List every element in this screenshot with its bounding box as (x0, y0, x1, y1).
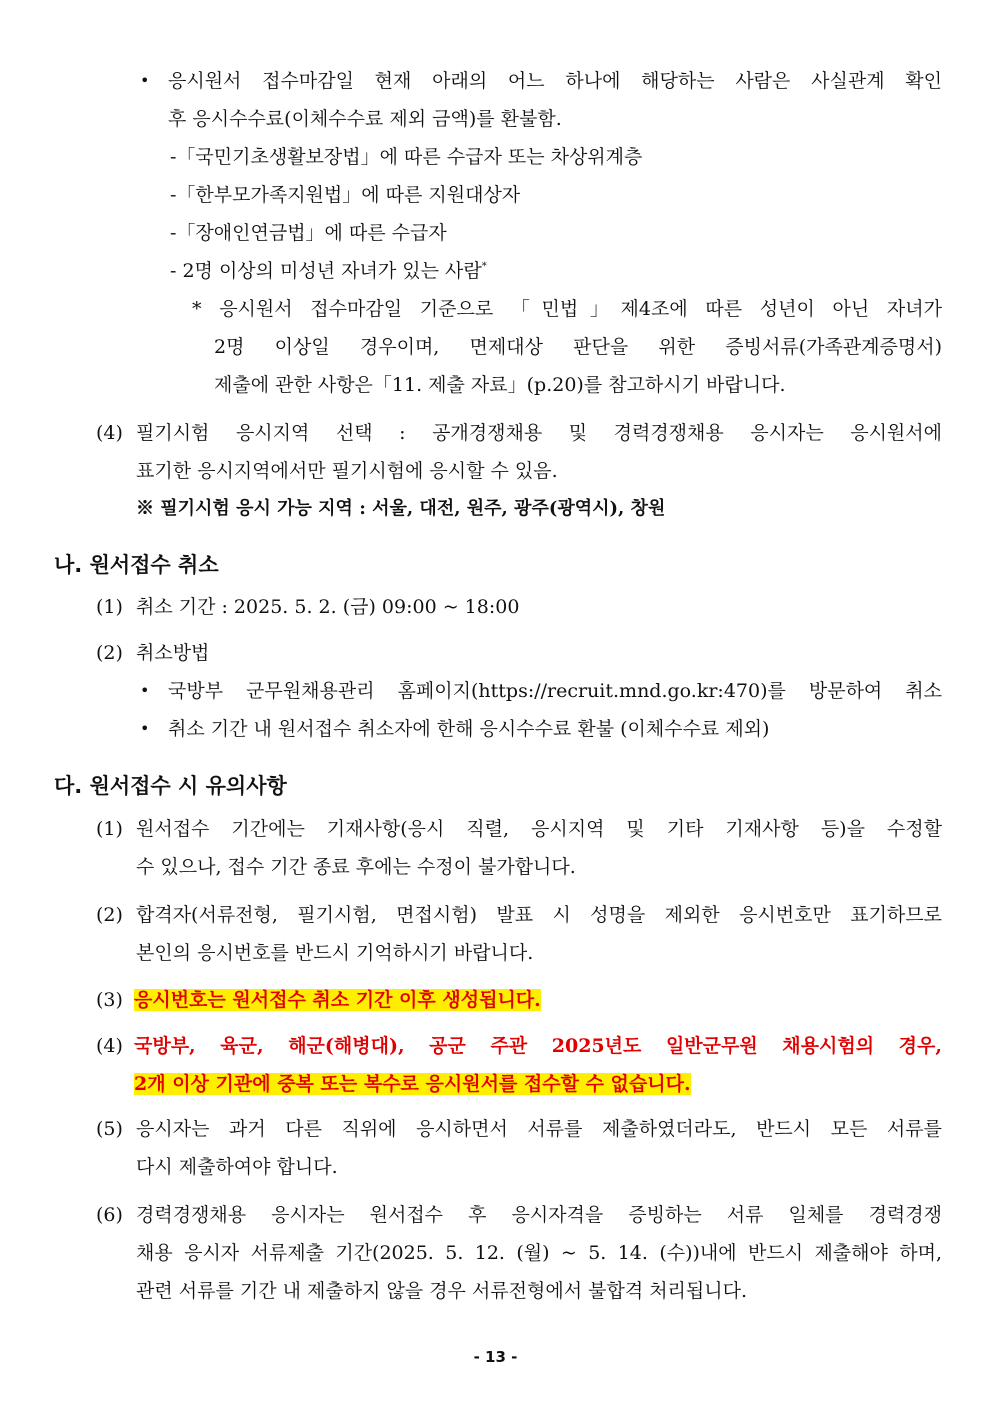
item-number: (2) (96, 904, 123, 926)
refund-sub-item-1: -「국민기초생활보장법」에 따른 수급자 또는 차상위계층 (170, 146, 643, 168)
note-2-line1: 합격자(서류전형, 필기시험, 면접시험) 발표 시 성명을 제외한 응시번호만 표기하므로 (136, 904, 942, 926)
section-heading-notes: 다. 원서접수 시 유의사항 (54, 774, 287, 798)
item-number: (5) (96, 1118, 123, 1140)
bullet-dot: • (140, 719, 150, 738)
note-5-line1: 응시자는 과거 다른 직위에 응시하면서 서류를 제출하였더라도, 반드시 모든 서류를 (136, 1118, 942, 1140)
footnote-line1: * 응시원서 접수마감일 기준으로 「민법」제4조에 따른 성년이 아닌 자녀가 (192, 298, 942, 320)
note-4-line2 (134, 1071, 691, 1097)
bullet-dot: • (140, 681, 150, 700)
item-number: (1) (96, 818, 123, 840)
cancel-period: 취소 기간 : 2025. 5. 2. (금) 09:00 ~ 18:00 (136, 596, 520, 618)
refund-bullet-line2: 후 응시수수료(이체수수료 제외 금액)를 환불함. (168, 108, 562, 130)
footnote-line3: 제출에 관한 사항은「11. 제출 자료」(p.20)를 참고하시기 바랍니다. (214, 374, 786, 396)
note-6-line2: 채용 응시자 서류제출 기간(2025. 5. 12. (월) ~ 5. 14. (수))내에 반드시 제출해야 하며, (136, 1242, 942, 1264)
note-3 (134, 987, 541, 1013)
footnote-mark: * (481, 261, 487, 272)
note-1-line2: 수 있으나, 접수 기간 종료 후에는 수정이 불가합니다. (136, 856, 576, 878)
refund-sub-item-4-text: - 2명 이상의 미성년 자녀가 있는 사람 (170, 260, 482, 282)
item-number: (4) (96, 422, 123, 444)
refund-sub-item-2: -「한부모가족지원법」에 따른 지원대상자 (170, 184, 521, 206)
item-number: (2) (96, 642, 123, 664)
cancel-method-bullet-1: 국방부 군무원채용관리 홈페이지(https://recruit.mnd.go.kr:470)를 방문하여 취소 (168, 680, 942, 702)
note-6-line3: 관련 서류를 기간 내 제출하지 않을 경우 서류전형에서 불합격 처리됩니다. (136, 1280, 748, 1302)
footnote-line2: 2명 이상일 경우이며, 면제대상 판단을 위한 증빙서류(가족관계증명서) (214, 336, 942, 358)
refund-sub-item-3: -「장애인연금법」에 따른 수급자 (170, 222, 447, 244)
item-number: (6) (96, 1204, 123, 1226)
item-number: (3) (96, 989, 123, 1011)
exam-region-line1: 필기시험 응시지역 선택 : 공개경쟁채용 및 경력경쟁채용 응시자는 응시원서에 (136, 422, 942, 444)
note-4-line2-text: 2개 이상 기관에 중복 또는 복수로 응시원서를 접수할 수 없습니다. (134, 1073, 691, 1095)
exam-region-line2: 표기한 응시지역에서만 필기시험에 응시할 수 있음. (136, 460, 558, 482)
bullet-dot: • (140, 71, 150, 90)
note-1-line1: 원서접수 기간에는 기재사항(응시 직렬, 응시지역 및 기타 기재사항 등)을 수정할 (136, 818, 942, 840)
exam-region-note: ※ 필기시험 응시 가능 지역 : 서울, 대전, 원주, 광주(광역시), 창원 (136, 498, 666, 519)
section-heading-cancel: 나. 원서접수 취소 (54, 553, 219, 577)
note-5-line2: 다시 제출하여야 합니다. (136, 1156, 338, 1178)
note-6-line1: 경력경쟁채용 응시자는 원서접수 후 응시자격을 증빙하는 서류 일체를 경력경쟁 (136, 1204, 942, 1226)
cancel-method-bullet-2: 취소 기간 내 원서접수 취소자에 한해 응시수수료 환불 (이체수수료 제외) (168, 718, 770, 740)
cancel-method-label: 취소방법 (136, 642, 210, 664)
note-4-line1: 국방부, 육군, 해군(해병대), 공군 주관 2025년도 일반군무원 채용시험의 경우, (134, 1035, 942, 1057)
item-number: (1) (96, 596, 123, 618)
item-number: (4) (96, 1035, 123, 1057)
refund-sub-item-4 (170, 258, 487, 284)
refund-bullet-line1: 응시원서 접수마감일 현재 아래의 어느 하나에 해당하는 사람은 사실관계 확인 (168, 70, 942, 92)
note-2-line2: 본인의 응시번호를 반드시 기억하시기 바랍니다. (136, 942, 534, 964)
note-3-text: 응시번호는 원서접수 취소 기간 이후 생성됩니다. (134, 989, 541, 1011)
page-number: - 13 - (473, 1348, 518, 1366)
